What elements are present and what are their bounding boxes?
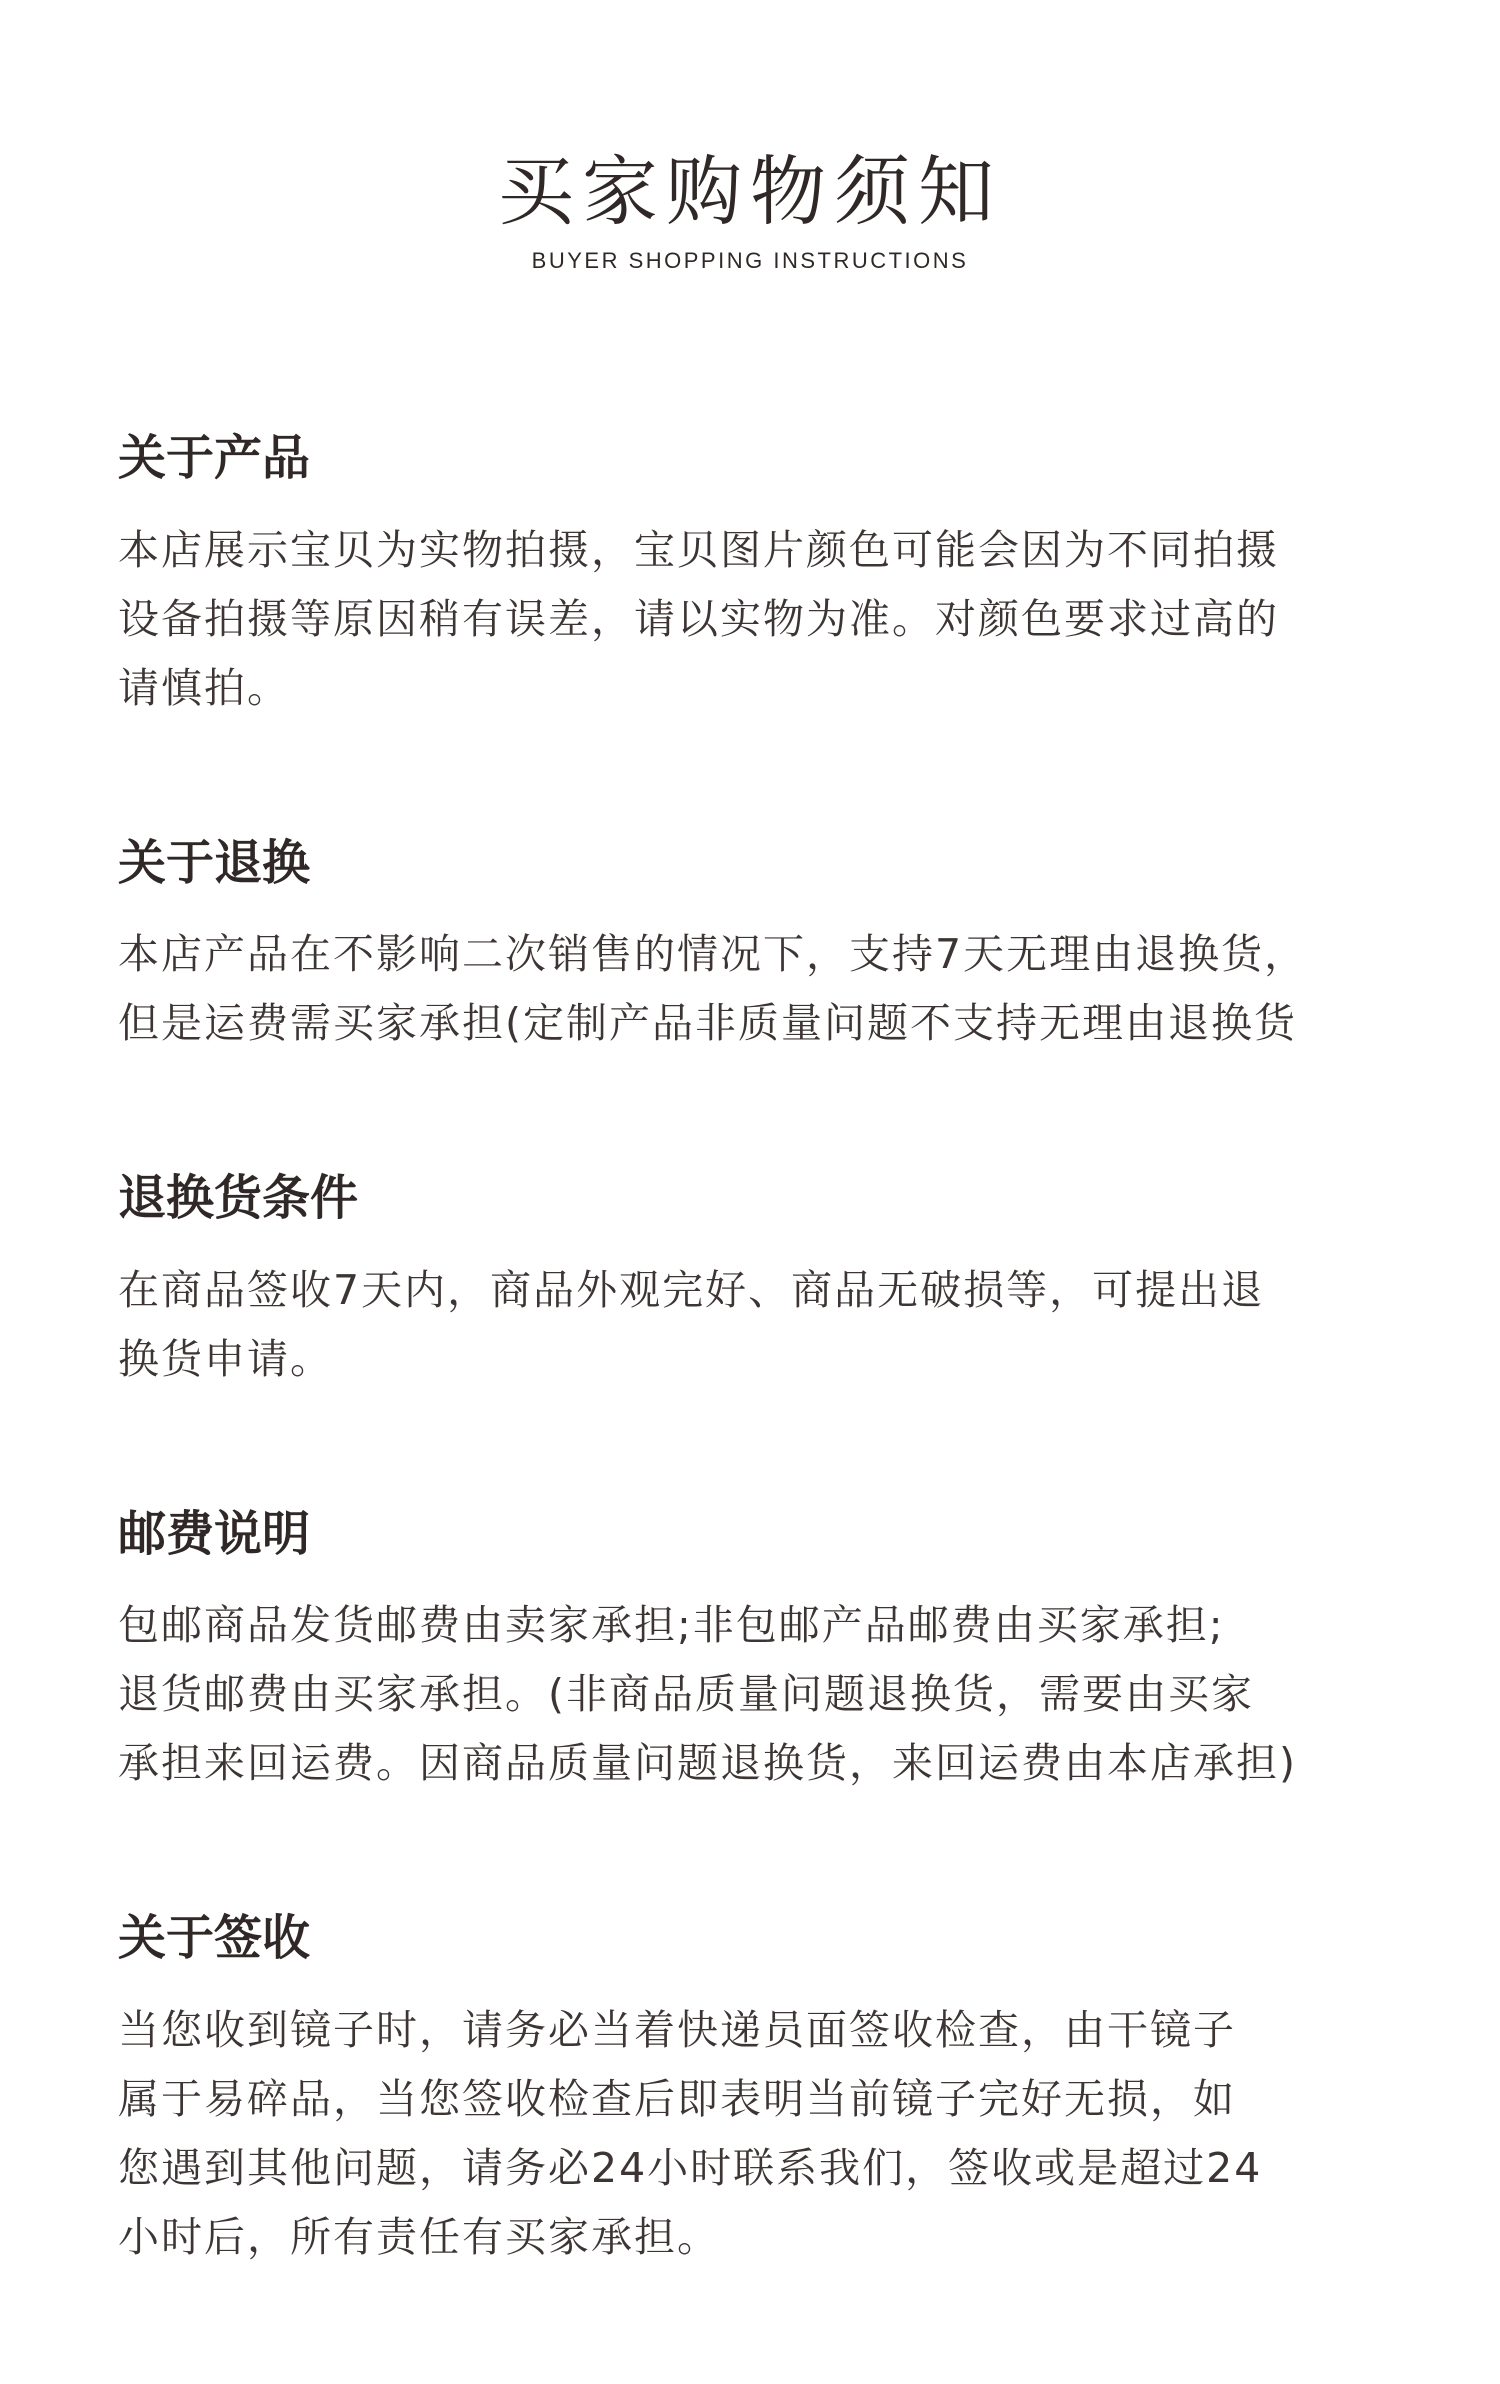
page-title: 买家购物须知 <box>498 147 1002 236</box>
section-title: 关于产品 <box>118 430 311 486</box>
body-line: 在商品签收7天内，商品外观完好、商品无破损等，可提出退 <box>118 1265 1265 1314</box>
instructions-content <box>118 430 1418 2384</box>
section-title: 关于退换 <box>118 834 311 891</box>
body-line: 本店展示宝贝为实物拍摄，宝贝图片颜色可能会因为不同拍摄 <box>118 525 1279 574</box>
body-line: 承担来回运费。因商品质量问题退换货，来回运费由本店承担) <box>118 1739 1297 1788</box>
body-line: 包邮商品发货邮费由卖家承担;非包邮产品邮费由买家承担; <box>118 1601 1225 1650</box>
section-title: 关于签收 <box>118 1910 311 1967</box>
body-line: 换货申请。 <box>118 1334 333 1383</box>
page-header <box>0 147 1500 274</box>
section-body <box>118 920 1418 1058</box>
body-line: 但是运费需买家承担(定制产品非质量问题不支持无理由退换货 <box>118 999 1297 1048</box>
section-body <box>118 1256 1418 1394</box>
section-about-returns <box>118 835 1418 1059</box>
section-shipping-fees <box>118 1506 1418 1799</box>
body-line: 小时后，所有责任有买家承担。 <box>118 2212 720 2261</box>
body-line: 当您收到镜子时，请务必当着快递员面签收检查，由干镜子 <box>118 2005 1236 2054</box>
section-title: 退换货条件 <box>118 1170 359 1227</box>
body-line: 退货邮费由买家承担。(非商品质量问题退换货，需要由买家 <box>118 1670 1254 1719</box>
section-title: 邮费说明 <box>118 1505 311 1562</box>
section-body <box>118 516 1418 723</box>
section-about-signing <box>118 1910 1418 2272</box>
body-line: 请慎拍。 <box>118 663 290 712</box>
body-line: 属于易碎品，当您签收检查后即表明当前镜子完好无损，如 <box>118 2074 1236 2123</box>
section-about-product <box>118 430 1418 723</box>
section-body <box>118 1591 1418 1798</box>
body-line: 本店产品在不影响二次销售的情况下，支持7天无理由退换货， <box>118 930 1308 979</box>
page-subtitle: BUYER SHOPPING INSTRUCTIONS <box>531 247 969 273</box>
section-return-conditions <box>118 1170 1418 1394</box>
body-line: 设备拍摄等原因稍有误差，请以实物为准。对颜色要求过高的 <box>118 594 1279 643</box>
body-line: 您遇到其他问题，请务必24小时联系我们，签收或是超过24 <box>118 2143 1263 2192</box>
section-body <box>118 1996 1418 2272</box>
